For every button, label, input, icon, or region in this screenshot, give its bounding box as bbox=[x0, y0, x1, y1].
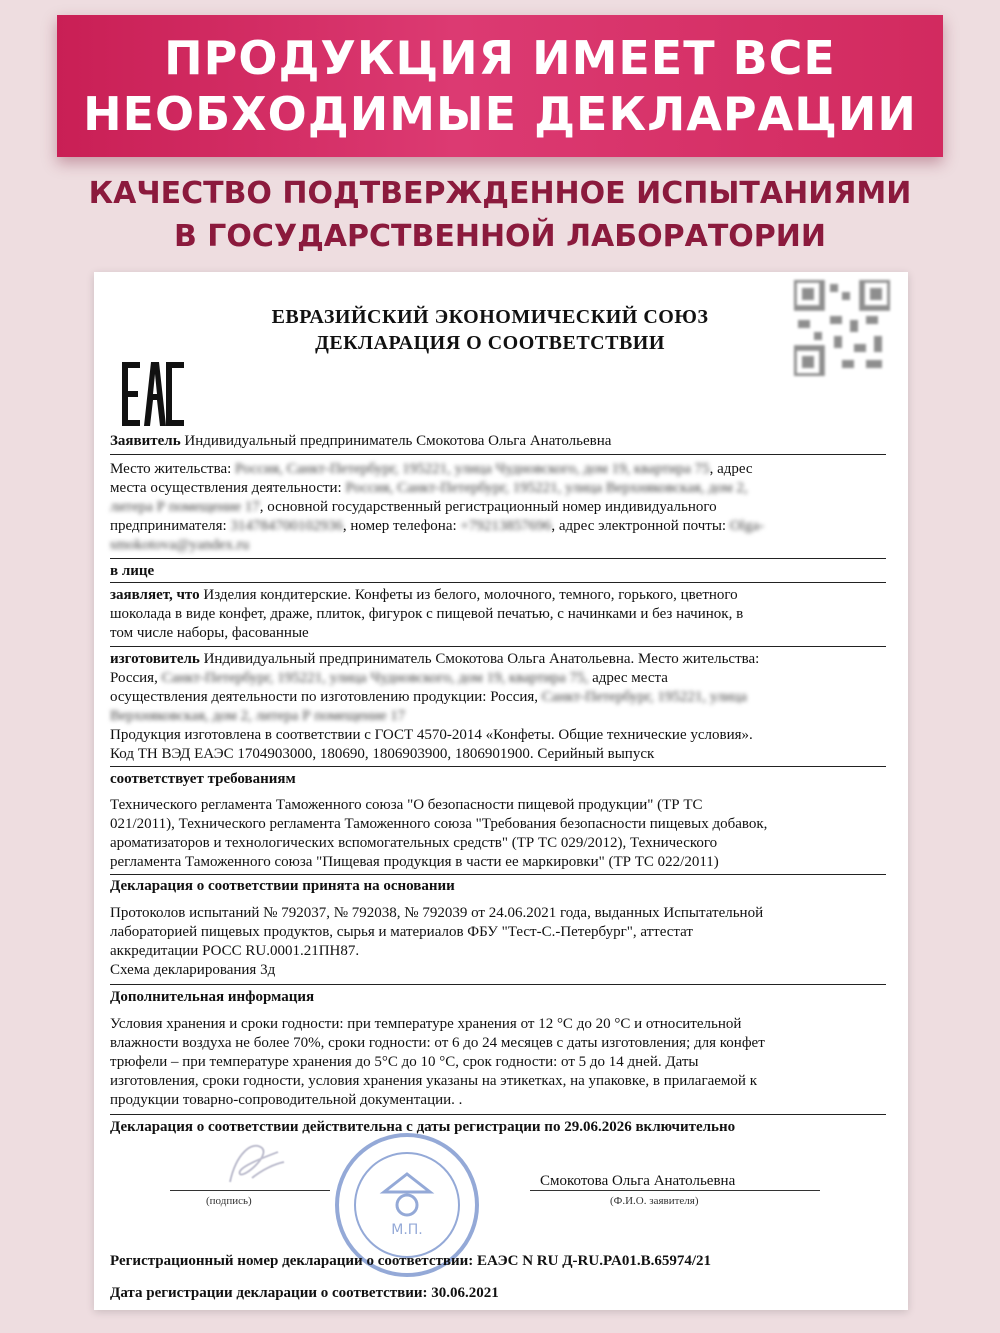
extra-line-4: изготовления, сроки годности, условия хранения указаны на этикетках, на упаковке, в прилагаемой к bbox=[110, 1073, 757, 1089]
declares-label: заявляет, что bbox=[110, 587, 200, 603]
basis-line-4: Схема декларирования 3д bbox=[110, 962, 276, 978]
declaration-title: ДЕКЛАРАЦИЯ О СООТВЕТСТВИИ bbox=[315, 332, 665, 354]
email-blurred: Olga- bbox=[729, 518, 764, 534]
manufacturer-line-4-blurred: Верхняковская, дом 2, литера Р помещение 17 bbox=[110, 708, 406, 724]
qr-code-icon bbox=[794, 280, 890, 376]
union-title: ЕВРАЗИЙСКИЙ ЭКОНОМИЧЕСКИЙ СОЮЗ bbox=[271, 306, 709, 328]
declares-line-1: Изделия кондитерские. Конфеты из белого, молочного, темного, горького, цветного bbox=[199, 587, 738, 603]
manufacturer-line-3: осуществления деятельности по изготовлению продукции: Россия, bbox=[110, 689, 539, 705]
signer-name: Смокотова Ольга Анатольевна bbox=[540, 1173, 736, 1189]
complies-line-1: Технического регламента Таможенного союза "О безопасности пищевой продукции" (ТР ТС bbox=[110, 797, 703, 813]
top-banner bbox=[57, 15, 943, 157]
divider bbox=[110, 766, 886, 767]
extra-info-label: Дополнительная информация bbox=[110, 989, 315, 1005]
declares-line-2: шоколада в виде конфет, драже, плиток, фигурок с пищевой печатью, с начинками и без начинок, в bbox=[110, 606, 744, 622]
signature-caption: (подпись) bbox=[206, 1195, 252, 1207]
complies-block bbox=[110, 796, 886, 872]
phone-label: , номер телефона: bbox=[342, 518, 461, 534]
basis-line-2: лабораторией пищевых продуктов, сырья и материалов ФБУ "Тест-С.-Петербург", аттестат bbox=[110, 924, 693, 940]
name-line bbox=[530, 1190, 820, 1191]
residence-blurred: Россия, Санкт-Петербург, 195221, улица Чудновского, дом 19, квартира 75 bbox=[235, 461, 710, 477]
manufacturer-line-1: Индивидуальный предприниматель Смокотова Ольга Анатольевна. Место жительства: bbox=[199, 651, 760, 667]
subtitle bbox=[0, 172, 1000, 258]
basis-line-1: Протоколов испытаний № 792037, № 792038, № 792039 от 24.06.2021 года, выданных Испытательной bbox=[110, 905, 764, 921]
manufacturer-country: Россия, bbox=[110, 670, 158, 686]
email-label: , адрес электронной почты: bbox=[551, 518, 730, 534]
signature-line bbox=[170, 1190, 330, 1191]
subtitle-line-1: КАЧЕСТВО ПОДТВЕРЖДЕННОЕ ИСПЫТАНИЯМИ bbox=[88, 176, 912, 211]
banner-line-1: ПРОДУКЦИЯ ИМЕЕТ ВСЕ bbox=[164, 31, 836, 85]
produced-line-2: Код ТН ВЭД ЕАЭС 1704903000, 180690, 1806903900, 1806901900. Серийный выпуск bbox=[110, 746, 655, 762]
declaration-document bbox=[94, 272, 908, 1310]
divider bbox=[110, 454, 886, 455]
applicant-row bbox=[110, 432, 886, 451]
activity-label: места осуществления деятельности: bbox=[110, 480, 346, 496]
email-blurred-2: smokotova@yandex.ru bbox=[110, 537, 250, 553]
registration-number: Регистрационный номер декларации о соответствии: ЕАЭС N RU Д-RU.PA01.B.65974/21 bbox=[110, 1253, 711, 1269]
signature-icon bbox=[222, 1134, 292, 1194]
phone-blurred: +79213857696 bbox=[460, 518, 552, 534]
ip-label: предпринимателя: bbox=[110, 518, 231, 534]
validity-text: Декларация о соответствии действительна с даты регистрации по 29.06.2026 включительно bbox=[110, 1119, 736, 1135]
manufacturer-block bbox=[110, 650, 886, 764]
basis-line-3: аккредитации РОСС RU.0001.21ПН87. bbox=[110, 943, 360, 959]
registration-date: Дата регистрации декларации о соответствии: 30.06.2021 bbox=[110, 1285, 499, 1301]
complies-line-3: ароматизаторов и технологических вспомогательных средств" (ТР ТС 029/2012), Технического bbox=[110, 835, 718, 851]
banner-line-2: НЕОБХОДИМЫЕ ДЕКЛАРАЦИИ bbox=[83, 87, 917, 141]
manufacturer-address-blurred: Санкт-Петербург, 195221, улица Чудновского, дом 19, квартира 75, bbox=[161, 670, 589, 686]
complies-label: соответствует требованиям bbox=[110, 771, 296, 787]
basis-block bbox=[110, 904, 886, 980]
divider bbox=[110, 984, 886, 985]
extra-line-5: продукции товарно-сопроводительной документации. . bbox=[110, 1092, 463, 1108]
divider bbox=[110, 874, 886, 875]
residence-tail: , адрес bbox=[709, 461, 753, 477]
activity-blurred: Россия, Санкт-Петербург, 195221, улица Верхняковская, дом 2, bbox=[345, 480, 748, 496]
extra-info-block bbox=[110, 1015, 886, 1110]
divider bbox=[110, 1114, 886, 1115]
eac-logo-icon bbox=[122, 362, 184, 426]
manufacturer-line-3-blurred: Санкт-Петербург, 195221, улица bbox=[541, 689, 747, 705]
subtitle-line-2: В ГОСУДАРСТВЕННОЙ ЛАБОРАТОРИИ bbox=[174, 219, 826, 254]
declares-line-3: том числе наборы, фасованные bbox=[110, 625, 309, 641]
applicant-label: Заявитель bbox=[110, 433, 181, 449]
ogrn-text: , основной государственный регистрационный номер индивидуального bbox=[259, 499, 717, 515]
produced-line-1: Продукция изготовлена в соответствии с ГОСТ 4570-2014 «Конфеты. Общие технические условия». bbox=[110, 727, 753, 743]
divider bbox=[110, 646, 886, 647]
applicant-address-block bbox=[110, 460, 886, 555]
ogrn-blurred: 314784700102936 bbox=[230, 518, 343, 534]
manufacturer-line-2-tail: адрес места bbox=[592, 670, 668, 686]
divider bbox=[110, 558, 886, 559]
fio-caption: (Ф.И.О. заявителя) bbox=[610, 1195, 699, 1207]
manufacturer-label: изготовитель bbox=[110, 651, 200, 667]
extra-line-3: трюфели – при температуре хранения до 5°С до 10 °С, срок годности: от 5 до 14 дней. Даты bbox=[110, 1054, 699, 1070]
applicant-value: Индивидуальный предприниматель Смокотова Ольга Анатольевна bbox=[180, 433, 612, 449]
basis-label: Декларация о соответствии принята на основании bbox=[110, 878, 455, 894]
extra-line-1: Условия хранения и сроки годности: при температуре хранения от 12 °С до 20 °С и относительной bbox=[110, 1016, 742, 1032]
residence-label: Место жительства: bbox=[110, 461, 236, 477]
complies-line-2: 021/2011), Технического регламента Таможенного союза "Требования безопасности пищевых добавок, bbox=[110, 816, 768, 832]
activity-blurred-2: литера Р помещение 17 bbox=[110, 499, 260, 515]
extra-line-2: влажности воздуха не более 70%, сроки годности: от 6 до 24 месяцев с даты изготовления; для конфет bbox=[110, 1035, 765, 1051]
divider bbox=[110, 582, 886, 583]
stamp-mark: М.П. bbox=[391, 1222, 423, 1238]
declares-block bbox=[110, 586, 886, 643]
in-person-label: в лице bbox=[110, 563, 155, 579]
complies-line-4: регламента Таможенного союза "Пищевая продукция в части ее маркировки" (ТР ТС 022/2011) bbox=[110, 854, 719, 870]
